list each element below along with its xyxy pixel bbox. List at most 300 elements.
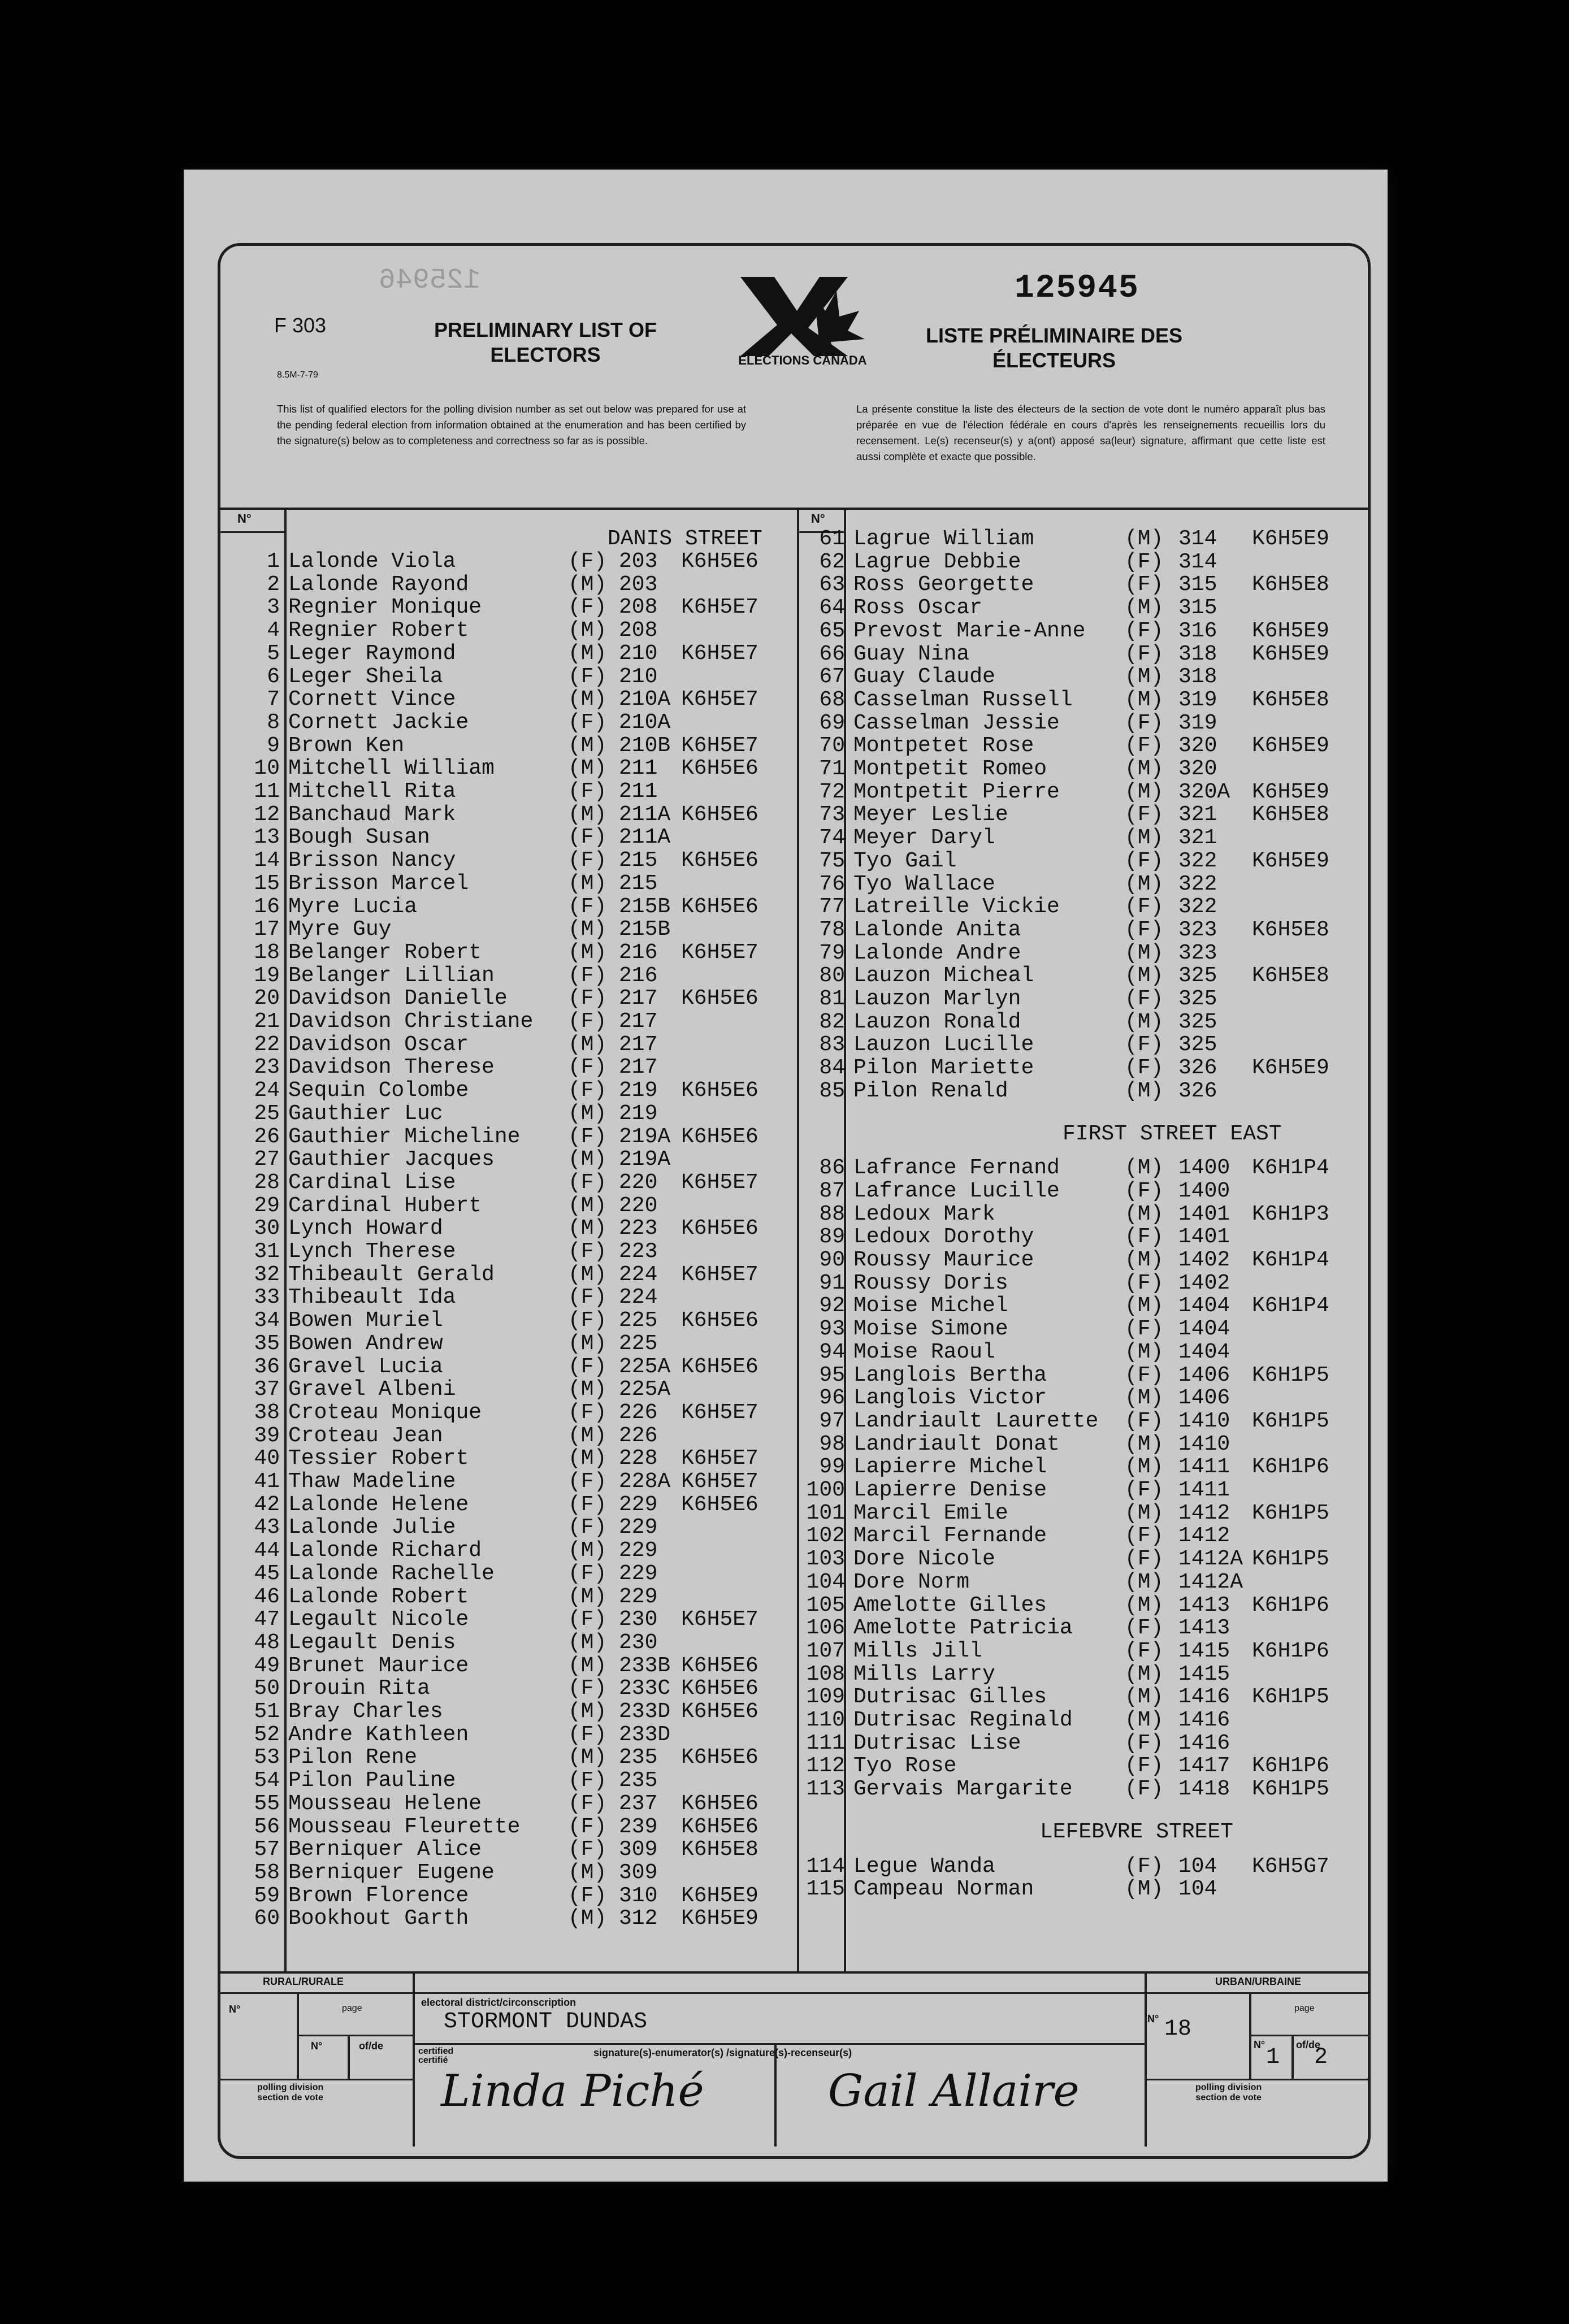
elector-address: 320 [1178,757,1217,781]
elector-number: 67 [819,665,845,690]
elector-name: Landriault Laurette [853,1408,1099,1433]
elector-sex: (M) [1125,1685,1164,1710]
elector-sex: (F) [1125,573,1164,597]
elector-sex: (F) [1125,1478,1164,1502]
footer-district-rule [413,2043,1145,2045]
elector-name: Mitchell Rita [288,779,456,804]
elector-sex: (M) [568,733,607,758]
elector-address: 235 [619,1768,658,1793]
elector-name: Lauzon Micheal [853,964,1034,988]
elector-sex: (F) [568,1722,607,1747]
elector-address: 226 [619,1423,658,1448]
elector-address: 1406 [1178,1386,1230,1411]
elector-number: 114 [806,1854,845,1879]
elector-address: 211 [619,756,658,781]
elector-sex: (F) [568,1469,607,1494]
elector-address: 216 [619,940,658,965]
elector-name: Montpetet Rose [853,734,1034,758]
elector-address: 1415 [1178,1662,1230,1686]
elector-sex: (M) [1125,596,1164,621]
elector-address: 225A [619,1354,671,1379]
elector-sex: (F) [1125,1638,1164,1663]
elector-sex: (F) [568,1170,607,1195]
serial-number-ghost: 125946 [379,265,481,297]
rural-page-no-label: N° [311,2040,323,2052]
elector-address: 230 [619,1607,658,1632]
elector-name: Lauzon Ronald [853,1009,1021,1034]
urban-page-value: 1 [1266,2045,1280,2070]
elector-sex: (F) [568,1400,607,1425]
elector-name: Amelotte Patricia [853,1616,1073,1641]
elector-sex: (F) [1125,1056,1164,1081]
elector-postal-code: K6H5E8 [1252,917,1329,942]
elector-name: Belanger Lillian [288,963,495,988]
urban-of-value: 2 [1314,2045,1328,2070]
elector-sex: (F) [1125,1616,1164,1641]
elector-sex: (M) [568,940,607,965]
elector-address: 215B [619,894,671,919]
elector-number: 74 [819,826,845,851]
elector-name: Regnier Robert [288,618,469,643]
elector-number: 5 [267,641,280,666]
elector-address: 1410 [1178,1408,1230,1433]
elector-address: 219A [619,1124,671,1149]
elector-number: 87 [819,1178,845,1203]
elector-postal-code: K6H5E6 [681,1078,759,1103]
elector-number: 92 [819,1294,845,1319]
elector-name: Moise Michel [853,1294,1008,1319]
elector-address: 239 [619,1814,658,1839]
elector-address: 210A [619,687,671,712]
elector-address: 217 [619,1009,658,1034]
elector-number: 36 [254,1354,280,1379]
elector-name: Bowen Andrew [288,1331,443,1356]
elector-address: 210 [619,664,658,689]
elector-number: 81 [819,987,845,1011]
elector-name: Gauthier Luc [288,1101,443,1126]
street-heading: FIRST STREET EAST [1063,1121,1282,1146]
elector-name: Dore Nicole [853,1547,995,1572]
elector-address: 208 [619,618,658,643]
elector-address: 1416 [1178,1731,1230,1755]
elector-name: Lalonde Helene [288,1492,469,1517]
elector-name: Bookhout Garth [288,1906,469,1931]
elector-number: 31 [254,1239,280,1264]
elector-number: 98 [819,1432,845,1456]
elector-address: 210 [619,641,658,666]
elector-address: 326 [1178,1078,1217,1103]
elector-postal-code: K6H5E7 [681,687,759,712]
footer-rural-rule [413,1971,415,2147]
elector-number: 99 [819,1455,845,1480]
elector-sex: (M) [568,1446,607,1471]
elector-sex: (M) [568,871,607,896]
elector-number: 19 [254,963,280,988]
signature-enumerator-1: Linda Piché [441,2066,704,2117]
elector-number: 68 [819,687,845,712]
elector-number: 112 [806,1754,845,1779]
elector-name: Ledoux Dorothy [853,1225,1034,1250]
elector-sex: (F) [1125,549,1164,574]
elector-name: Marcil Emile [853,1501,1008,1525]
elector-postal-code: K6H5E7 [681,1446,759,1471]
elector-sex: (M) [568,1699,607,1724]
elector-number: 72 [819,779,845,804]
elector-number: 15 [254,871,280,896]
elector-sex: (F) [1125,1547,1164,1572]
elector-number: 33 [254,1285,280,1310]
elector-name: Landriault Donat [853,1432,1060,1456]
elector-address: 1416 [1178,1708,1230,1732]
footer-label-rule [218,1992,1368,1994]
elector-name: Bowen Muriel [288,1308,443,1333]
elector-sex: (F) [568,848,607,873]
elector-name: Mills Larry [853,1662,995,1686]
elector-sex: (F) [1125,1731,1164,1755]
elector-number: 76 [819,872,845,896]
elector-address: 219A [619,1147,671,1172]
rural-page-label: page [342,2004,362,2013]
elector-number: 40 [254,1446,280,1471]
elector-sex: (M) [1125,1432,1164,1456]
elector-address: 229 [619,1561,658,1586]
elector-address: 320 [1178,734,1217,758]
elector-sex: (F) [1125,618,1164,643]
footer-urban-page-rule [1249,1994,1251,2079]
elector-number: 56 [254,1814,280,1839]
elector-postal-code: K6H5E8 [1252,803,1329,827]
elector-address: 223 [619,1216,658,1241]
elector-name: Lagrue Debbie [853,549,1021,574]
elector-number: 70 [819,734,845,758]
elector-sex: (M) [1125,1294,1164,1319]
elector-name: Croteau Jean [288,1423,443,1448]
elector-number: 6 [267,664,280,689]
elector-address: 228A [619,1469,671,1494]
elector-number: 105 [806,1593,845,1618]
elector-sex: (F) [568,1768,607,1793]
elector-number: 12 [254,802,280,827]
elector-sex: (F) [568,1607,607,1632]
elector-address: 224 [619,1285,658,1310]
elector-postal-code: K6H5E6 [681,1308,759,1333]
elector-name: Myre Guy [288,917,392,942]
elector-address: 229 [619,1584,658,1609]
elector-name: Thibeault Gerald [288,1262,495,1287]
elector-address: 1415 [1178,1638,1230,1663]
elector-number: 16 [254,894,280,919]
elector-postal-code: K6H1P5 [1252,1685,1329,1710]
elector-number: 59 [254,1883,280,1908]
elector-address: 323 [1178,940,1217,965]
elector-number: 8 [267,710,280,735]
footer-urban-of-rule [1291,2035,1294,2079]
elector-sex: (F) [568,1308,607,1333]
elector-sex: (M) [1125,757,1164,781]
elector-address: 1404 [1178,1294,1230,1319]
elector-postal-code: K6H5E6 [681,848,759,873]
elector-sex: (M) [568,572,607,597]
footer-rural-of-rule [348,2035,350,2079]
elector-name: Mousseau Helene [288,1791,482,1816]
title-french: LISTE PRÉLIMINAIRE DES ÉLECTEURS [925,324,1183,372]
elector-sex: (M) [1125,1662,1164,1686]
elector-sex: (F) [568,1837,607,1862]
elector-number: 29 [254,1193,280,1218]
elector-address: 219 [619,1078,658,1103]
elector-name: Lalonde Robert [288,1584,469,1609]
elector-sex: (F) [568,595,607,620]
elector-sex: (F) [568,779,607,804]
elector-sex: (M) [1125,1248,1164,1272]
elector-address: 235 [619,1745,658,1770]
elector-postal-code: K6H5E6 [681,1676,759,1701]
elector-address: 319 [1178,687,1217,712]
elector-name: Lalonde Rachelle [288,1561,495,1586]
elector-postal-code: K6H5E9 [681,1883,759,1908]
elector-sex: (F) [1125,1178,1164,1203]
elector-number: 45 [254,1561,280,1586]
elector-sex: (M) [1125,940,1164,965]
elector-number: 44 [254,1538,280,1563]
district-value: STORMONT DUNDAS [444,2009,648,2035]
elector-address: 226 [619,1400,658,1425]
elector-postal-code: K6H1P5 [1252,1363,1329,1388]
elector-name: Dutrisac Reginald [853,1708,1073,1732]
elector-sex: (F) [1125,1754,1164,1779]
elector-number: 48 [254,1630,280,1655]
certified-label: certified certifié [418,2046,454,2065]
elector-sex: (M) [1125,1009,1164,1034]
elector-sex: (M) [568,618,607,643]
elector-number: 43 [254,1515,280,1540]
elector-address: 1406 [1178,1363,1230,1388]
left-number-rule [284,508,287,1971]
elector-number: 55 [254,1791,280,1816]
elector-name: Lalonde Julie [288,1515,456,1540]
elector-number: 91 [819,1271,845,1295]
elector-address: 321 [1178,826,1217,851]
elector-sex: (F) [1125,917,1164,942]
elector-number: 3 [267,595,280,620]
elector-name: Berniquer Eugene [288,1860,495,1885]
elector-sex: (M) [568,687,607,712]
urban-page-label: page [1294,2004,1315,2013]
footer-rural-no-rule [297,1994,299,2079]
elector-number: 66 [819,641,845,666]
elector-name: Dore Norm [853,1569,970,1594]
elector-number: 54 [254,1768,280,1793]
elector-address: 211A [619,825,671,850]
elector-address: 320A [1178,779,1230,804]
elector-sex: (F) [1125,1271,1164,1295]
elector-number: 46 [254,1584,280,1609]
elector-sex: (M) [1125,964,1164,988]
elector-sex: (F) [568,664,607,689]
serial-number: 125945 [1015,270,1139,307]
elector-postal-code: K6H5E6 [681,1354,759,1379]
elector-name: Ross Oscar [853,596,983,621]
elector-number: 103 [806,1547,845,1572]
elector-number: 60 [254,1906,280,1931]
electors-list-form [184,170,1388,2182]
elector-name: Brisson Marcel [288,871,469,896]
elector-number: 26 [254,1124,280,1149]
elector-name: Lalonde Richard [288,1538,482,1563]
elector-number: 89 [819,1225,845,1250]
elector-name: Lafrance Lucille [853,1178,1060,1203]
elector-address: 1412 [1178,1501,1230,1525]
elector-number: 25 [254,1101,280,1126]
footer-rural-bottom-rule [218,2079,413,2080]
elector-number: 115 [806,1877,845,1902]
elector-postal-code: K6H5E6 [681,1124,759,1149]
elector-name: Croteau Monique [288,1400,482,1425]
district-label: electoral district/circonscription [421,1997,577,2008]
elector-address: 309 [619,1837,658,1862]
elector-address: 1404 [1178,1339,1230,1364]
elector-address: 1400 [1178,1156,1230,1181]
elector-number: 79 [819,940,845,965]
elector-sex: (M) [1125,665,1164,690]
elector-sex: (F) [568,710,607,735]
elector-postal-code: K6H5E9 [1252,848,1329,873]
elector-name: Pilon Renald [853,1078,1008,1103]
elector-address: 316 [1178,618,1217,643]
elector-postal-code: K6H5E9 [1252,641,1329,666]
rural-no-label: N° [229,2004,241,2015]
elector-name: Drouin Rita [288,1676,430,1701]
elector-address: 322 [1178,848,1217,873]
elector-postal-code: K6H5E9 [1252,779,1329,804]
elector-name: Brown Ken [288,733,405,758]
elector-number: 95 [819,1363,845,1388]
elector-address: 237 [619,1791,658,1816]
elector-sex: (M) [568,917,607,942]
elector-number: 65 [819,618,845,643]
elector-name: Cornett Jackie [288,710,469,735]
elector-address: 1404 [1178,1317,1230,1342]
elector-postal-code: K6H5E7 [681,1170,759,1195]
footer-signature-split [774,2045,777,2147]
elector-name: Andre Kathleen [288,1722,469,1747]
elector-address: 318 [1178,665,1217,690]
elector-postal-code: K6H1P4 [1252,1156,1329,1181]
elector-number: 84 [819,1056,845,1081]
elector-address: 208 [619,595,658,620]
elector-postal-code: K6H1P5 [1252,1501,1329,1525]
elector-number: 100 [806,1478,845,1502]
elector-address: 310 [619,1883,658,1908]
elector-postal-code: K6H5E6 [681,986,759,1011]
elector-number: 10 [254,756,280,781]
elections-canada-logo [735,271,870,379]
elector-name: Bough Susan [288,825,430,850]
elector-address: 1412 [1178,1524,1230,1549]
elector-name: Roussy Doris [853,1271,1008,1295]
elector-sex: (F) [1125,1854,1164,1879]
elector-number: 21 [254,1009,280,1034]
form-code: 8.5M-7-79 [277,370,318,380]
elector-number: 73 [819,803,845,827]
urban-label: URBAN/URBAINE [1215,1976,1301,1987]
elector-number: 97 [819,1408,845,1433]
elector-sex: (M) [568,756,607,781]
elector-number: 78 [819,917,845,942]
elector-sex: (M) [1125,1339,1164,1364]
elector-postal-code: K6H5E6 [681,549,759,574]
elector-sex: (F) [1125,1777,1164,1802]
elector-address: 217 [619,986,658,1011]
elector-sex: (F) [1125,803,1164,827]
elector-address: 1412A [1178,1547,1243,1572]
elector-number: 109 [806,1685,845,1710]
elector-address: 1416 [1178,1685,1230,1710]
elector-number: 69 [819,710,845,735]
elector-sex: (M) [568,1147,607,1172]
elector-number: 14 [254,848,280,873]
elector-name: Cardinal Lise [288,1170,456,1195]
elector-postal-code: K6H1P5 [1252,1408,1329,1433]
elector-name: Tyo Gail [853,848,957,873]
urban-number-value: 18 [1164,2017,1192,2042]
elector-name: Amelotte Gilles [853,1593,1047,1618]
elector-number: 85 [819,1078,845,1103]
elector-sex: (M) [1125,1156,1164,1181]
elector-address: 220 [619,1193,658,1218]
elector-sex: (M) [1125,872,1164,896]
elector-number: 17 [254,917,280,942]
elector-postal-code: K6H5E9 [1252,618,1329,643]
elector-sex: (F) [568,1009,607,1034]
elector-address: 315 [1178,596,1217,621]
elector-number: 9 [267,733,280,758]
elector-postal-code: K6H5E9 [1252,734,1329,758]
elector-address: 229 [619,1538,658,1563]
elector-name: Dutrisac Gilles [853,1685,1047,1710]
table-top-rule [218,508,1368,510]
elector-name: Brown Florence [288,1883,469,1908]
elector-name: Davidson Therese [288,1055,495,1080]
elector-postal-code: K6H1P6 [1252,1754,1329,1779]
elector-address: 1418 [1178,1777,1230,1802]
elector-name: Casselman Russell [853,687,1073,712]
elector-number: 42 [254,1492,280,1517]
elector-sex: (F) [568,1354,607,1379]
elector-sex: (M) [568,1906,607,1931]
elector-sex: (M) [568,802,607,827]
elector-name: Brisson Nancy [288,848,456,873]
elector-address: 309 [619,1860,658,1885]
elector-name: Leger Sheila [288,664,443,689]
elector-address: 325 [1178,964,1217,988]
elector-sex: (M) [1125,1202,1164,1226]
elector-name: Roussy Maurice [853,1248,1034,1272]
elector-sex: (F) [568,1078,607,1103]
elector-sex: (M) [1125,1569,1164,1594]
elector-sex: (M) [1125,1386,1164,1411]
elector-address: 1401 [1178,1225,1230,1250]
elector-postal-code: K6H1P6 [1252,1638,1329,1663]
elector-name: Lynch Therese [288,1239,456,1264]
urban-page-no-label: N° [1254,2039,1265,2050]
elector-name: Lauzon Lucille [853,1033,1034,1057]
elector-sex: (M) [1125,1501,1164,1525]
rural-label: RURAL/RURALE [263,1976,344,1987]
elector-sex: (M) [568,1262,607,1287]
elector-sex: (F) [568,1515,607,1540]
elector-name: Banchaud Mark [288,802,456,827]
